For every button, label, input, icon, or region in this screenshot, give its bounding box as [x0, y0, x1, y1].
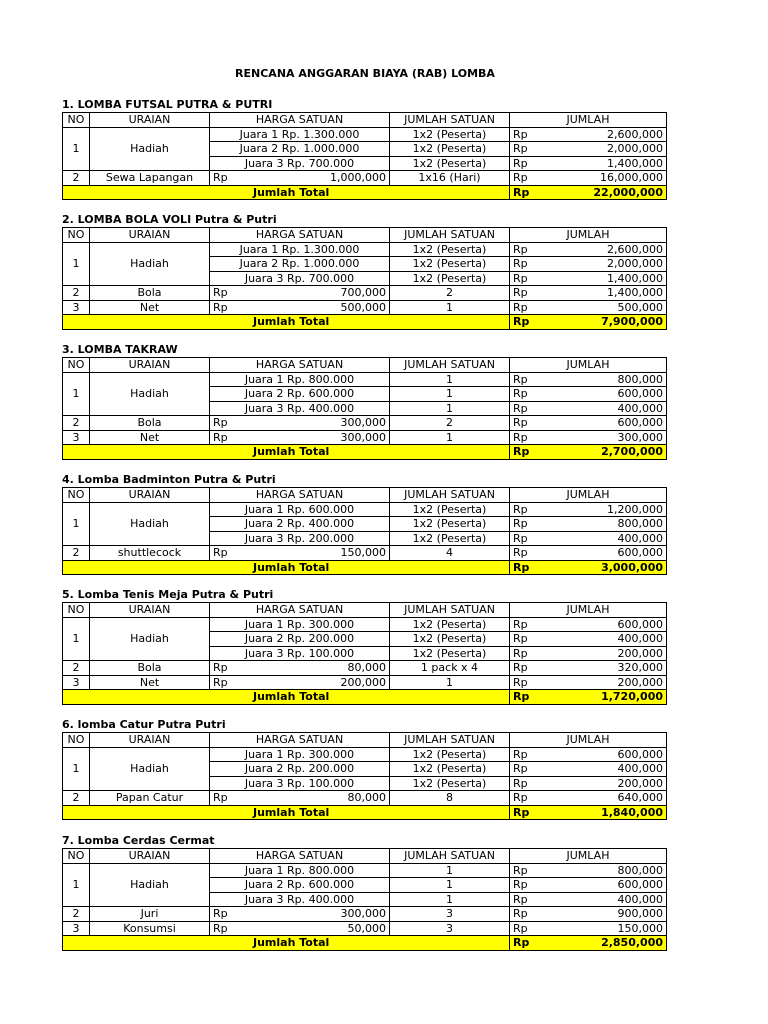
- section-4: [62, 472, 666, 575]
- currency-label: Rp: [213, 430, 228, 444]
- row-no: 1: [63, 127, 90, 171]
- section-title: 4. Lomba Badminton Putra & Putri: [62, 473, 276, 486]
- header-no: NO: [63, 488, 90, 503]
- total-row: [63, 315, 667, 330]
- row-jumlah-satuan: 2: [390, 416, 510, 431]
- row-jumlah-satuan: 1: [390, 387, 510, 402]
- row-jumlah: 900,000: [545, 907, 667, 922]
- currency-label: Rp: [510, 242, 545, 257]
- prize-harga-satuan: Juara 1 Rp. 300.000: [210, 617, 390, 632]
- total-value: 1,720,000: [545, 690, 667, 705]
- total-label: Jumlah Total: [63, 560, 510, 575]
- row-harga-satuan: [210, 791, 390, 806]
- row-jumlah-satuan: 1x2 (Peserta): [390, 747, 510, 762]
- row-uraian: Bola: [90, 661, 210, 676]
- row-no: 3: [63, 675, 90, 690]
- currency-label: Rp: [510, 646, 545, 661]
- row-jumlah-satuan: 1x2 (Peserta): [390, 127, 510, 142]
- row-jumlah: 800,000: [545, 372, 667, 387]
- row-jumlah-satuan: 1: [390, 675, 510, 690]
- row-jumlah-satuan: 3: [390, 921, 510, 936]
- row-no: 3: [63, 921, 90, 936]
- row-no: 2: [63, 286, 90, 301]
- prize-harga-satuan: Juara 1 Rp. 600.000: [210, 502, 390, 517]
- currency-label: Rp: [510, 142, 545, 157]
- row-uraian: Net: [90, 675, 210, 690]
- currency-label: Rp: [510, 271, 545, 286]
- row-jumlah-satuan: 1x2 (Peserta): [390, 762, 510, 777]
- row-jumlah: 400,000: [545, 401, 667, 416]
- currency-label: Rp: [510, 372, 545, 387]
- row-jumlah-satuan: 1: [390, 878, 510, 893]
- table-row: [63, 430, 667, 445]
- row-harga-satuan: [210, 286, 390, 301]
- total-value: 2,850,000: [545, 936, 667, 951]
- prize-harga-satuan: Juara 3 Rp. 700.000: [210, 271, 390, 286]
- row-jumlah-satuan: 1x16 (Hari): [390, 171, 510, 186]
- row-no: 2: [63, 661, 90, 676]
- header-jumlah-satuan: JUMLAH SATUAN: [390, 113, 510, 128]
- prize-harga-satuan: Juara 2 Rp. 1.000.000: [210, 257, 390, 272]
- row-jumlah: 600,000: [545, 546, 667, 561]
- prize-harga-satuan: Juara 1 Rp. 800.000: [210, 372, 390, 387]
- budget-table: [62, 602, 667, 705]
- total-currency: Rp: [510, 445, 545, 460]
- header-jumlah-satuan: JUMLAH SATUAN: [390, 603, 510, 618]
- prize-harga-satuan: Juara 3 Rp. 100.000: [210, 646, 390, 661]
- row-uraian: Hadiah: [90, 502, 210, 546]
- currency-label: Rp: [510, 286, 545, 301]
- row-no: 2: [63, 791, 90, 806]
- total-label: Jumlah Total: [63, 805, 510, 820]
- budget-table: [62, 357, 667, 460]
- row-uraian: shuttlecock: [90, 546, 210, 561]
- section-title: 3. LOMBA TAKRAW: [62, 343, 178, 356]
- header-row: [63, 113, 667, 128]
- currency-label: Rp: [510, 156, 545, 171]
- row-jumlah: 2,600,000: [545, 127, 667, 142]
- harga-value: 50,000: [347, 921, 386, 935]
- header-jumlah: JUMLAH: [510, 733, 667, 748]
- harga-value: 200,000: [340, 675, 386, 689]
- prize-harga-satuan: Juara 2 Rp. 600.000: [210, 387, 390, 402]
- currency-label: Rp: [510, 632, 545, 647]
- total-label: Jumlah Total: [63, 690, 510, 705]
- total-row: [63, 936, 667, 951]
- currency-label: Rp: [510, 675, 545, 690]
- table-row: [63, 171, 667, 186]
- row-jumlah: 1,200,000: [545, 502, 667, 517]
- table-row: [63, 502, 667, 517]
- table-row: [63, 286, 667, 301]
- table-row: [63, 416, 667, 431]
- row-jumlah-satuan: 3: [390, 907, 510, 922]
- table-row: [63, 791, 667, 806]
- row-uraian: Hadiah: [90, 747, 210, 791]
- currency-label: Rp: [510, 892, 545, 907]
- row-jumlah-satuan: 2: [390, 286, 510, 301]
- row-uraian: Konsumsi: [90, 921, 210, 936]
- row-no: 2: [63, 907, 90, 922]
- header-harga-satuan: HARGA SATUAN: [210, 849, 390, 864]
- currency-label: Rp: [510, 661, 545, 676]
- prize-harga-satuan: Juara 2 Rp. 400.000: [210, 517, 390, 532]
- currency-label: Rp: [510, 617, 545, 632]
- prize-harga-satuan: Juara 3 Rp. 700.000: [210, 156, 390, 171]
- prize-harga-satuan: Juara 1 Rp. 800.000: [210, 863, 390, 878]
- table-row: [63, 747, 667, 762]
- header-no: NO: [63, 113, 90, 128]
- row-jumlah-satuan: 4: [390, 546, 510, 561]
- currency-label: Rp: [510, 517, 545, 532]
- row-no: 2: [63, 171, 90, 186]
- row-harga-satuan: [210, 300, 390, 315]
- row-jumlah: 200,000: [545, 776, 667, 791]
- header-row: [63, 849, 667, 864]
- row-uraian: Hadiah: [90, 617, 210, 661]
- currency-label: Rp: [510, 502, 545, 517]
- section-3: [62, 342, 666, 460]
- header-uraian: URAIAN: [90, 849, 210, 864]
- section-2: [62, 212, 666, 330]
- prize-harga-satuan: Juara 3 Rp. 100.000: [210, 776, 390, 791]
- section-title: 5. Lomba Tenis Meja Putra & Putri: [62, 588, 274, 601]
- header-uraian: URAIAN: [90, 358, 210, 373]
- budget-table: [62, 732, 667, 820]
- prize-harga-satuan: Juara 2 Rp. 200.000: [210, 762, 390, 777]
- table-row: [63, 661, 667, 676]
- row-jumlah-satuan: 1x2 (Peserta): [390, 242, 510, 257]
- row-uraian: Bola: [90, 416, 210, 431]
- row-jumlah-satuan: 1: [390, 430, 510, 445]
- row-jumlah: 400,000: [545, 632, 667, 647]
- header-row: [63, 603, 667, 618]
- row-uraian: Hadiah: [90, 242, 210, 286]
- row-uraian: Papan Catur: [90, 791, 210, 806]
- prize-harga-satuan: Juara 3 Rp. 400.000: [210, 892, 390, 907]
- row-jumlah: 800,000: [545, 863, 667, 878]
- header-jumlah: JUMLAH: [510, 488, 667, 503]
- row-jumlah: 800,000: [545, 517, 667, 532]
- table-row: [63, 863, 667, 878]
- row-jumlah-satuan: 1x2 (Peserta): [390, 632, 510, 647]
- row-uraian: Net: [90, 430, 210, 445]
- header-harga-satuan: HARGA SATUAN: [210, 228, 390, 243]
- currency-label: Rp: [213, 675, 228, 689]
- total-label: Jumlah Total: [63, 445, 510, 460]
- row-jumlah-satuan: 1: [390, 892, 510, 907]
- row-jumlah: 640,000: [545, 791, 667, 806]
- table-row: [63, 300, 667, 315]
- table-row: [63, 546, 667, 561]
- section-7: [62, 833, 666, 951]
- harga-value: 300,000: [340, 416, 386, 429]
- header-row: [63, 358, 667, 373]
- currency-label: Rp: [510, 401, 545, 416]
- row-jumlah: 2,600,000: [545, 242, 667, 257]
- row-jumlah-satuan: 1: [390, 401, 510, 416]
- row-no: 3: [63, 300, 90, 315]
- header-harga-satuan: HARGA SATUAN: [210, 113, 390, 128]
- currency-label: Rp: [510, 127, 545, 142]
- row-jumlah: 200,000: [545, 646, 667, 661]
- total-label: Jumlah Total: [63, 315, 510, 330]
- header-jumlah-satuan: JUMLAH SATUAN: [390, 849, 510, 864]
- harga-value: 700,000: [340, 286, 386, 299]
- currency-label: Rp: [213, 921, 228, 935]
- row-harga-satuan: [210, 416, 390, 431]
- total-currency: Rp: [510, 936, 545, 951]
- total-row: [63, 805, 667, 820]
- header-uraian: URAIAN: [90, 228, 210, 243]
- row-uraian: Net: [90, 300, 210, 315]
- harga-value: 80,000: [347, 661, 386, 674]
- row-uraian: Sewa Lapangan: [90, 171, 210, 186]
- section-6: [62, 717, 666, 820]
- total-currency: Rp: [510, 315, 545, 330]
- row-jumlah: 400,000: [545, 531, 667, 546]
- header-harga-satuan: HARGA SATUAN: [210, 603, 390, 618]
- row-jumlah: 400,000: [545, 892, 667, 907]
- row-harga-satuan: [210, 430, 390, 445]
- currency-label: Rp: [213, 416, 228, 429]
- section-title: 2. LOMBA BOLA VOLI Putra & Putri: [62, 213, 277, 226]
- table-row: [63, 242, 667, 257]
- row-jumlah: 600,000: [545, 387, 667, 402]
- total-value: 1,840,000: [545, 805, 667, 820]
- header-row: [63, 488, 667, 503]
- row-jumlah: 1,400,000: [545, 271, 667, 286]
- row-jumlah-satuan: 1x2 (Peserta): [390, 502, 510, 517]
- harga-value: 150,000: [340, 546, 386, 559]
- row-jumlah: 400,000: [545, 762, 667, 777]
- total-row: [63, 445, 667, 460]
- row-no: 1: [63, 747, 90, 791]
- row-jumlah: 2,000,000: [545, 257, 667, 272]
- row-jumlah: 600,000: [545, 878, 667, 893]
- currency-label: Rp: [510, 416, 545, 431]
- currency-label: Rp: [510, 907, 545, 922]
- row-jumlah-satuan: 1: [390, 300, 510, 315]
- row-no: 2: [63, 416, 90, 431]
- header-harga-satuan: HARGA SATUAN: [210, 488, 390, 503]
- prize-harga-satuan: Juara 2 Rp. 600.000: [210, 878, 390, 893]
- header-jumlah-satuan: JUMLAH SATUAN: [390, 488, 510, 503]
- row-no: 2: [63, 546, 90, 561]
- row-jumlah: 500,000: [545, 300, 667, 315]
- currency-label: Rp: [510, 747, 545, 762]
- document-title: RENCANA ANGGARAN BIAYA (RAB) LOMBA: [235, 67, 495, 80]
- row-jumlah: 1,400,000: [545, 156, 667, 171]
- currency-label: Rp: [510, 776, 545, 791]
- header-jumlah: JUMLAH: [510, 228, 667, 243]
- header-row: [63, 733, 667, 748]
- harga-value: 500,000: [340, 300, 386, 314]
- row-no: 1: [63, 502, 90, 546]
- currency-label: Rp: [510, 791, 545, 806]
- harga-value: 80,000: [347, 791, 386, 804]
- currency-label: Rp: [510, 762, 545, 777]
- prize-harga-satuan: Juara 3 Rp. 200.000: [210, 531, 390, 546]
- row-no: 1: [63, 372, 90, 416]
- header-jumlah-satuan: JUMLAH SATUAN: [390, 228, 510, 243]
- row-harga-satuan: [210, 675, 390, 690]
- row-harga-satuan: [210, 907, 390, 922]
- row-uraian: Hadiah: [90, 127, 210, 171]
- header-no: NO: [63, 733, 90, 748]
- row-harga-satuan: [210, 921, 390, 936]
- row-jumlah: 300,000: [545, 430, 667, 445]
- row-jumlah-satuan: 1x2 (Peserta): [390, 646, 510, 661]
- table-row: [63, 372, 667, 387]
- total-row: [63, 690, 667, 705]
- header-uraian: URAIAN: [90, 113, 210, 128]
- header-jumlah: JUMLAH: [510, 113, 667, 128]
- currency-label: Rp: [213, 286, 228, 299]
- currency-label: Rp: [510, 300, 545, 315]
- total-currency: Rp: [510, 805, 545, 820]
- header-jumlah: JUMLAH: [510, 358, 667, 373]
- row-jumlah-satuan: 1x2 (Peserta): [390, 776, 510, 791]
- prize-harga-satuan: Juara 1 Rp. 1.300.000: [210, 127, 390, 142]
- row-no: 1: [63, 242, 90, 286]
- section-1: [62, 97, 666, 200]
- prize-harga-satuan: Juara 2 Rp. 200.000: [210, 632, 390, 647]
- currency-label: Rp: [213, 791, 228, 804]
- currency-label: Rp: [510, 531, 545, 546]
- header-no: NO: [63, 603, 90, 618]
- header-no: NO: [63, 849, 90, 864]
- currency-label: Rp: [510, 171, 545, 186]
- harga-value: 300,000: [340, 907, 386, 920]
- total-label: Jumlah Total: [63, 185, 510, 200]
- currency-label: Rp: [510, 387, 545, 402]
- harga-value: 1,000,000: [330, 171, 386, 184]
- row-jumlah-satuan: 1x2 (Peserta): [390, 617, 510, 632]
- section-title: 7. Lomba Cerdas Cermat: [62, 834, 215, 847]
- harga-value: 300,000: [340, 430, 386, 444]
- currency-label: Rp: [510, 257, 545, 272]
- budget-table: [62, 487, 667, 575]
- budget-table: [62, 848, 667, 951]
- header-no: NO: [63, 228, 90, 243]
- row-jumlah-satuan: 8: [390, 791, 510, 806]
- currency-label: Rp: [213, 300, 228, 314]
- prize-harga-satuan: Juara 1 Rp. 1.300.000: [210, 242, 390, 257]
- header-jumlah: JUMLAH: [510, 849, 667, 864]
- table-row: [63, 617, 667, 632]
- row-harga-satuan: [210, 661, 390, 676]
- prize-harga-satuan: Juara 1 Rp. 300.000: [210, 747, 390, 762]
- budget-table: [62, 112, 667, 200]
- prize-harga-satuan: Juara 2 Rp. 1.000.000: [210, 142, 390, 157]
- header-harga-satuan: HARGA SATUAN: [210, 358, 390, 373]
- budget-table: [62, 227, 667, 330]
- currency-label: Rp: [213, 907, 228, 920]
- row-jumlah: 600,000: [545, 747, 667, 762]
- currency-label: Rp: [510, 863, 545, 878]
- row-jumlah: 1,400,000: [545, 286, 667, 301]
- row-jumlah: 320,000: [545, 661, 667, 676]
- row-jumlah: 16,000,000: [545, 171, 667, 186]
- total-currency: Rp: [510, 185, 545, 200]
- row-jumlah-satuan: 1 pack x 4: [390, 661, 510, 676]
- table-row: [63, 921, 667, 936]
- row-jumlah: 150,000: [545, 921, 667, 936]
- row-jumlah-satuan: 1x2 (Peserta): [390, 257, 510, 272]
- row-jumlah-satuan: 1: [390, 372, 510, 387]
- row-uraian: Juri: [90, 907, 210, 922]
- section-title: 6. lomba Catur Putra Putri: [62, 718, 226, 731]
- table-row: [63, 675, 667, 690]
- total-row: [63, 185, 667, 200]
- prize-harga-satuan: Juara 3 Rp. 400.000: [210, 401, 390, 416]
- total-value: 2,700,000: [545, 445, 667, 460]
- header-uraian: URAIAN: [90, 603, 210, 618]
- total-row: [63, 560, 667, 575]
- total-currency: Rp: [510, 560, 545, 575]
- row-jumlah-satuan: 1: [390, 863, 510, 878]
- total-currency: Rp: [510, 690, 545, 705]
- header-jumlah-satuan: JUMLAH SATUAN: [390, 733, 510, 748]
- row-jumlah-satuan: 1x2 (Peserta): [390, 271, 510, 286]
- row-no: 3: [63, 430, 90, 445]
- header-uraian: URAIAN: [90, 733, 210, 748]
- header-no: NO: [63, 358, 90, 373]
- header-jumlah: JUMLAH: [510, 603, 667, 618]
- row-jumlah-satuan: 1x2 (Peserta): [390, 531, 510, 546]
- header-row: [63, 228, 667, 243]
- section-5: [62, 587, 666, 705]
- section-title: 1. LOMBA FUTSAL PUTRA & PUTRI: [62, 98, 273, 111]
- row-jumlah-satuan: 1x2 (Peserta): [390, 517, 510, 532]
- currency-label: Rp: [510, 430, 545, 445]
- row-no: 1: [63, 617, 90, 661]
- currency-label: Rp: [510, 878, 545, 893]
- currency-label: Rp: [213, 546, 228, 559]
- row-no: 1: [63, 863, 90, 907]
- row-jumlah: 600,000: [545, 416, 667, 431]
- row-jumlah-satuan: 1x2 (Peserta): [390, 142, 510, 157]
- currency-label: Rp: [510, 921, 545, 936]
- total-value: 22,000,000: [545, 185, 667, 200]
- total-label: Jumlah Total: [63, 936, 510, 951]
- header-jumlah-satuan: JUMLAH SATUAN: [390, 358, 510, 373]
- row-uraian: Hadiah: [90, 372, 210, 416]
- total-value: 7,900,000: [545, 315, 667, 330]
- row-jumlah: 2,000,000: [545, 142, 667, 157]
- currency-label: Rp: [510, 546, 545, 561]
- table-row: [63, 907, 667, 922]
- row-uraian: Bola: [90, 286, 210, 301]
- row-jumlah: 600,000: [545, 617, 667, 632]
- row-uraian: Hadiah: [90, 863, 210, 907]
- total-value: 3,000,000: [545, 560, 667, 575]
- currency-label: Rp: [213, 171, 228, 184]
- header-uraian: URAIAN: [90, 488, 210, 503]
- currency-label: Rp: [213, 661, 228, 674]
- row-jumlah: 200,000: [545, 675, 667, 690]
- row-jumlah-satuan: 1x2 (Peserta): [390, 156, 510, 171]
- row-harga-satuan: [210, 171, 390, 186]
- table-row: [63, 127, 667, 142]
- header-harga-satuan: HARGA SATUAN: [210, 733, 390, 748]
- row-harga-satuan: [210, 546, 390, 561]
